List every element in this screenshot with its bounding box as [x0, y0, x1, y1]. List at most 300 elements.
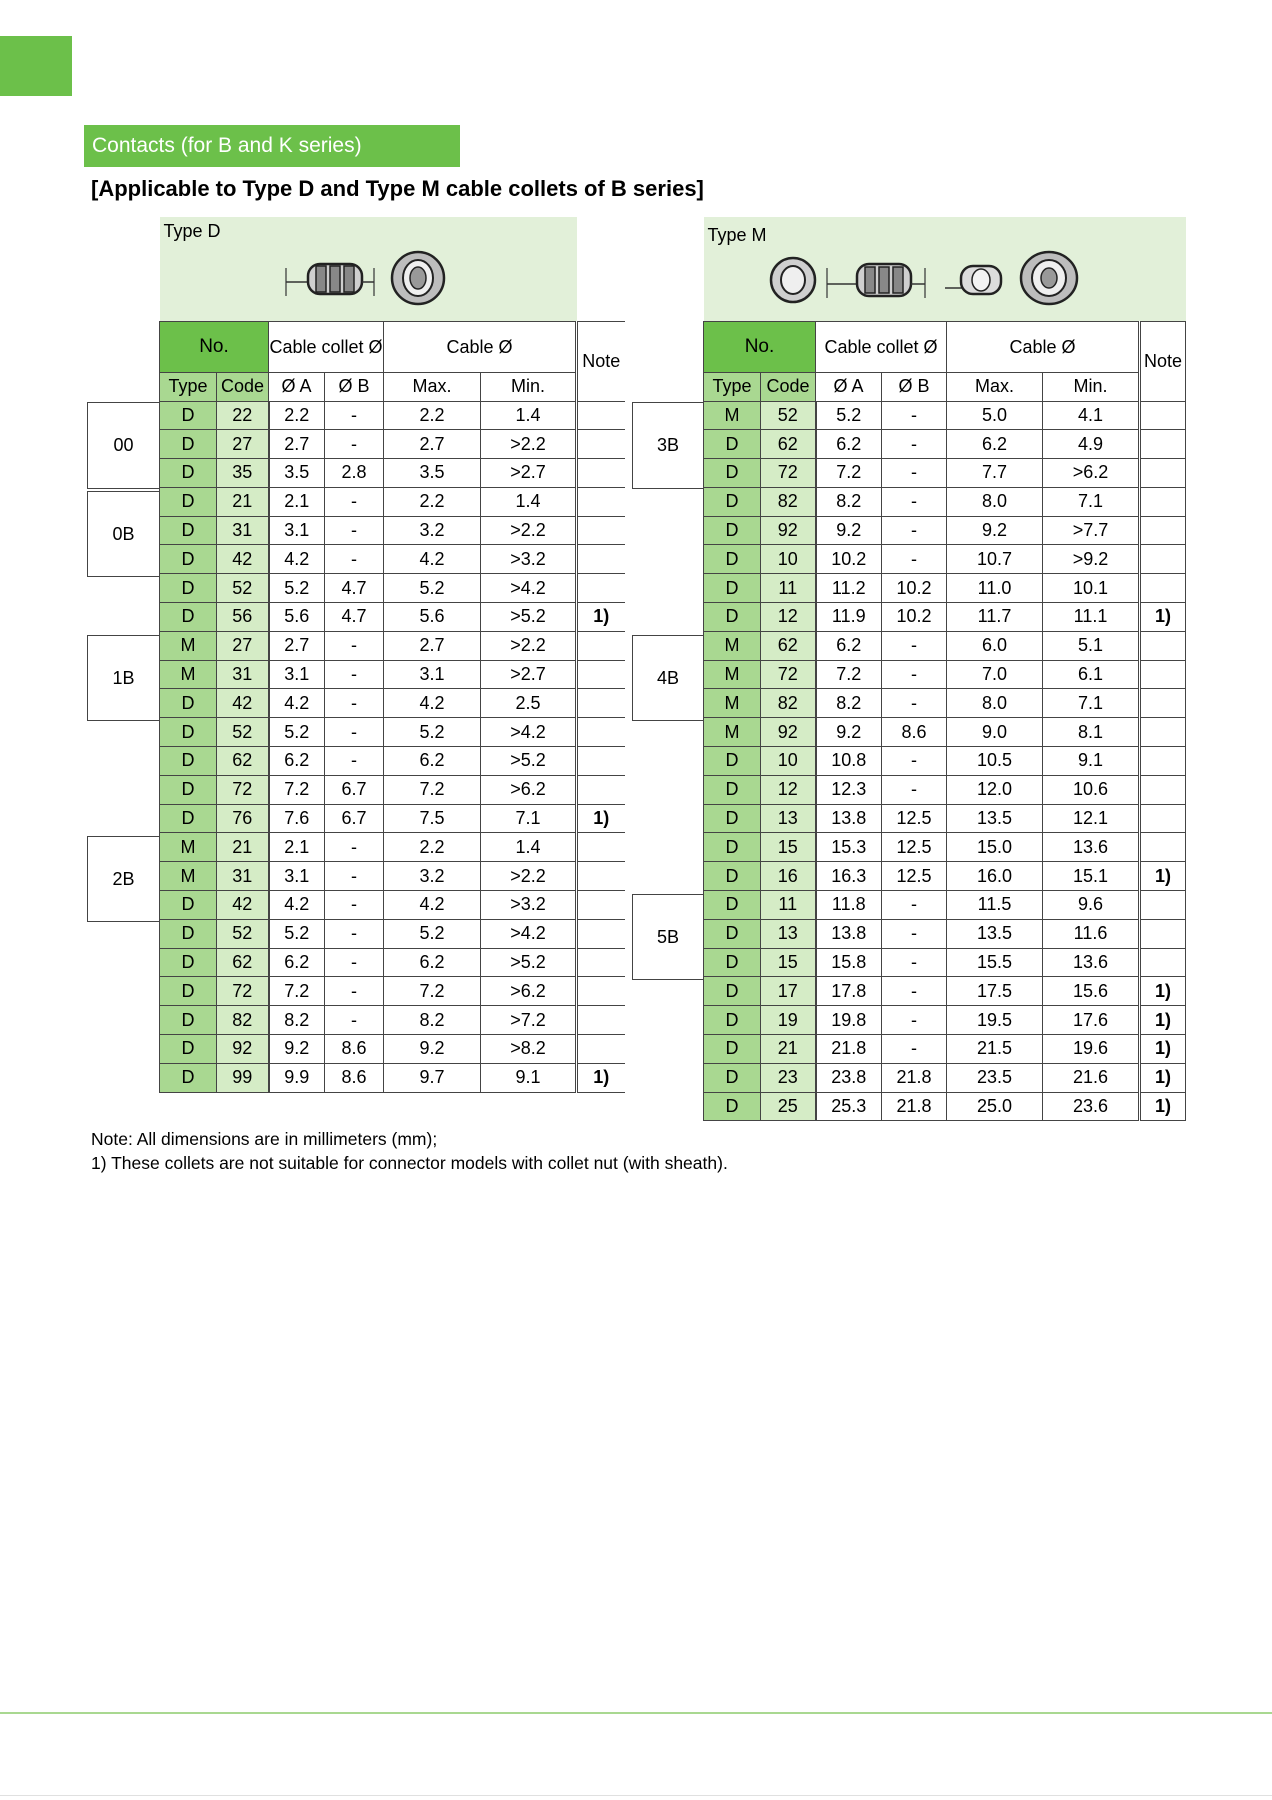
cell-max: 5.6: [384, 603, 481, 632]
cell-type: D: [160, 1006, 217, 1035]
table-row: [160, 574, 625, 603]
type-m-rows: [704, 401, 1186, 1121]
cell-note: [577, 862, 625, 891]
cell-note: [577, 401, 625, 430]
cell-max: 9.2: [384, 1035, 481, 1064]
cell-code: 52: [217, 919, 269, 948]
size-group-3b: 3B: [632, 402, 703, 489]
cell-dia-a: 13.8: [816, 919, 882, 948]
cell-type: D: [704, 603, 761, 632]
cell-dia-b: 21.8: [882, 1063, 947, 1092]
cell-dia-a: 7.2: [269, 977, 325, 1006]
cell-dia-a: 4.2: [269, 689, 325, 718]
cell-code: 92: [761, 718, 816, 747]
cell-dia-a: 3.1: [269, 862, 325, 891]
code-header: Code: [761, 372, 816, 401]
cell-min: 9.1: [1043, 747, 1140, 776]
cell-note: [1140, 804, 1186, 833]
cell-dia-b: -: [325, 977, 384, 1006]
cell-dia-b: -: [882, 747, 947, 776]
cell-type: D: [160, 775, 217, 804]
cell-dia-b: 12.5: [882, 862, 947, 891]
cell-min: 6.1: [1043, 660, 1140, 689]
cell-min: 17.6: [1043, 1006, 1140, 1035]
type-m-banner: [704, 217, 1186, 321]
cell-min: >5.2: [481, 747, 577, 776]
cell-min: 15.6: [1043, 977, 1140, 1006]
cell-min: 7.1: [1043, 487, 1140, 516]
cell-note: [577, 1035, 625, 1064]
cell-max: 9.7: [384, 1063, 481, 1092]
cell-dia-b: 10.2: [882, 574, 947, 603]
cell-dia-a: 9.2: [816, 516, 882, 545]
table-row: [704, 775, 1186, 804]
cell-dia-b: -: [882, 1035, 947, 1064]
cell-type: D: [160, 718, 217, 747]
cell-dia-a: 3.1: [269, 516, 325, 545]
cable-collet-header: Cable collet Ø: [816, 321, 947, 372]
cell-type: D: [160, 804, 217, 833]
cell-code: 99: [217, 1063, 269, 1092]
cell-code: 52: [217, 718, 269, 747]
cell-note: 1): [1140, 1006, 1186, 1035]
cell-min: >7.7: [1043, 516, 1140, 545]
table-row: [704, 1063, 1186, 1092]
cable-header: Cable Ø: [384, 321, 577, 372]
cell-max: 15.5: [947, 948, 1043, 977]
cell-code: 31: [217, 660, 269, 689]
cell-max: 5.2: [384, 718, 481, 747]
cell-dia-b: 6.7: [325, 775, 384, 804]
cell-type: M: [160, 862, 217, 891]
table-row: [704, 718, 1186, 747]
table-row: [704, 977, 1186, 1006]
cell-type: M: [160, 833, 217, 862]
cell-min: >2.2: [481, 631, 577, 660]
cell-dia-a: 8.2: [269, 1006, 325, 1035]
cell-code: 17: [761, 977, 816, 1006]
cell-min: >4.2: [481, 718, 577, 747]
cell-type: D: [160, 1063, 217, 1092]
cell-code: 82: [761, 689, 816, 718]
cell-dia-b: -: [325, 747, 384, 776]
table-row: [704, 631, 1186, 660]
cell-note: [577, 459, 625, 488]
cell-note: [1140, 775, 1186, 804]
table-row: [160, 545, 625, 574]
footer-edge: [0, 1795, 1272, 1796]
cell-max: 6.2: [384, 747, 481, 776]
cell-min: 15.1: [1043, 862, 1140, 891]
cell-dia-a: 2.2: [269, 401, 325, 430]
cell-type: D: [160, 430, 217, 459]
cell-type: D: [704, 747, 761, 776]
cell-max: 6.2: [947, 430, 1043, 459]
cell-note: [577, 574, 625, 603]
cell-dia-a: 5.2: [269, 574, 325, 603]
dia-a-header: Ø A: [816, 372, 882, 401]
cell-code: 16: [761, 862, 816, 891]
cell-dia-b: 8.6: [325, 1035, 384, 1064]
cell-dia-b: -: [882, 977, 947, 1006]
cell-type: D: [160, 401, 217, 430]
table-row: [160, 747, 625, 776]
cell-code: 72: [217, 775, 269, 804]
cell-dia-a: 7.2: [816, 660, 882, 689]
cell-min: 13.6: [1043, 833, 1140, 862]
cell-type: D: [704, 1063, 761, 1092]
cell-note: [1140, 401, 1186, 430]
cell-note: [577, 977, 625, 1006]
size-group-1b: 1B: [87, 635, 159, 721]
dia-b-header: Ø B: [325, 372, 384, 401]
table-row: [704, 574, 1186, 603]
cell-type: D: [704, 1006, 761, 1035]
table-row: [704, 516, 1186, 545]
cell-min: >4.2: [481, 919, 577, 948]
cell-max: 4.2: [384, 689, 481, 718]
cell-dia-a: 11.8: [816, 891, 882, 920]
cell-note: [577, 948, 625, 977]
cell-code: 72: [761, 660, 816, 689]
type-m-label: Type M: [707, 225, 767, 245]
cell-min: 10.1: [1043, 574, 1140, 603]
table-row: [160, 430, 625, 459]
cell-code: 92: [217, 1035, 269, 1064]
cell-min: 11.1: [1043, 603, 1140, 632]
cell-max: 9.2: [947, 516, 1043, 545]
type-header: Type: [160, 372, 217, 401]
cell-dia-a: 19.8: [816, 1006, 882, 1035]
cell-min: >2.2: [481, 516, 577, 545]
cell-type: D: [160, 603, 217, 632]
cell-max: 8.0: [947, 689, 1043, 718]
cell-dia-a: 2.7: [269, 631, 325, 660]
cell-max: 6.0: [947, 631, 1043, 660]
cell-dia-a: 6.2: [816, 631, 882, 660]
table-row: [160, 689, 625, 718]
table-row: [704, 948, 1186, 977]
cell-max: 16.0: [947, 862, 1043, 891]
cell-type: M: [704, 631, 761, 660]
cell-code: 62: [761, 631, 816, 660]
cell-max: 5.0: [947, 401, 1043, 430]
cell-dia-a: 3.5: [269, 459, 325, 488]
cell-type: D: [704, 574, 761, 603]
cell-min: 1.4: [481, 401, 577, 430]
cell-dia-b: -: [325, 430, 384, 459]
cell-dia-b: 10.2: [882, 603, 947, 632]
cell-code: 31: [217, 516, 269, 545]
cell-note: [577, 718, 625, 747]
cell-code: 62: [217, 948, 269, 977]
cell-dia-b: -: [325, 919, 384, 948]
cell-code: 12: [761, 775, 816, 804]
cell-type: D: [704, 430, 761, 459]
cell-min: 21.6: [1043, 1063, 1140, 1092]
cell-type: M: [704, 689, 761, 718]
cell-code: 25: [761, 1092, 816, 1121]
table-row: [160, 775, 625, 804]
table-row: [160, 1035, 625, 1064]
cell-dia-b: -: [325, 833, 384, 862]
cell-dia-a: 8.2: [816, 487, 882, 516]
cell-dia-a: 4.2: [269, 891, 325, 920]
cell-type: D: [704, 977, 761, 1006]
cell-code: 72: [761, 459, 816, 488]
table-row: [160, 631, 625, 660]
cell-type: D: [160, 977, 217, 1006]
cell-dia-a: 2.1: [269, 487, 325, 516]
cell-min: >5.2: [481, 948, 577, 977]
cell-note: [1140, 516, 1186, 545]
cell-code: 21: [761, 1035, 816, 1064]
cell-dia-b: -: [882, 516, 947, 545]
table-row: [704, 1006, 1186, 1035]
cell-min: >2.7: [481, 660, 577, 689]
cell-dia-b: -: [882, 401, 947, 430]
cell-dia-a: 6.2: [816, 430, 882, 459]
footer-divider: [0, 1712, 1272, 1714]
cell-dia-a: 10.2: [816, 545, 882, 574]
cell-max: 7.2: [384, 977, 481, 1006]
cell-type: D: [160, 919, 217, 948]
cell-dia-a: 5.2: [269, 919, 325, 948]
cell-note: [1140, 430, 1186, 459]
table-row: [160, 862, 625, 891]
cell-dia-b: 8.6: [882, 718, 947, 747]
cell-max: 3.5: [384, 459, 481, 488]
table-row: [704, 689, 1186, 718]
cell-max: 6.2: [384, 948, 481, 977]
cell-max: 7.5: [384, 804, 481, 833]
cell-min: >4.2: [481, 574, 577, 603]
cell-dia-b: -: [325, 718, 384, 747]
cell-note: [1140, 747, 1186, 776]
cell-dia-b: -: [325, 631, 384, 660]
table-row: [704, 545, 1186, 574]
cell-type: M: [704, 660, 761, 689]
cell-note: 1): [1140, 977, 1186, 1006]
cell-min: 7.1: [1043, 689, 1140, 718]
cell-dia-a: 7.6: [269, 804, 325, 833]
cell-code: 12: [761, 603, 816, 632]
cell-dia-b: -: [882, 919, 947, 948]
size-group-0b: 0B: [87, 491, 159, 577]
cell-dia-a: 17.8: [816, 977, 882, 1006]
cell-min: 1.4: [481, 487, 577, 516]
cell-dia-b: -: [325, 689, 384, 718]
cell-dia-a: 11.9: [816, 603, 882, 632]
page-subtitle: [Applicable to Type D and Type M cable collets of B series]: [91, 176, 704, 201]
type-m-table: [703, 217, 1186, 1121]
collet-footnote: 1) These collets are not suitable for connector models with collet nut (with sheath).: [91, 1153, 728, 1173]
cell-code: 21: [217, 833, 269, 862]
cell-type: M: [704, 401, 761, 430]
cell-max: 10.7: [947, 545, 1043, 574]
cell-dia-a: 13.8: [816, 804, 882, 833]
cell-code: 62: [217, 747, 269, 776]
cell-type: D: [704, 948, 761, 977]
table-row: [704, 459, 1186, 488]
cell-note: 1): [577, 804, 625, 833]
cell-type: D: [704, 775, 761, 804]
cell-min: 9.6: [1043, 891, 1140, 920]
cell-dia-a: 6.2: [269, 747, 325, 776]
cell-max: 12.0: [947, 775, 1043, 804]
cell-note: [577, 919, 625, 948]
cell-note: [1140, 631, 1186, 660]
cell-dia-b: 21.8: [882, 1092, 947, 1121]
cell-dia-a: 5.2: [269, 718, 325, 747]
cell-code: 10: [761, 747, 816, 776]
table-row: [704, 862, 1186, 891]
cell-max: 7.7: [947, 459, 1043, 488]
table-row: [704, 1035, 1186, 1064]
collet-m-illustration: [704, 250, 1186, 311]
cell-max: 25.0: [947, 1092, 1043, 1121]
cell-max: 3.1: [384, 660, 481, 689]
cell-min: 9.1: [481, 1063, 577, 1092]
dia-b-header: Ø B: [882, 372, 947, 401]
cell-max: 19.5: [947, 1006, 1043, 1035]
cell-dia-b: 4.7: [325, 603, 384, 632]
cell-note: [577, 833, 625, 862]
size-group-00: 00: [87, 402, 159, 489]
type-d-table: [159, 217, 625, 1093]
cell-type: D: [160, 948, 217, 977]
cell-dia-a: 8.2: [816, 689, 882, 718]
cell-max: 23.5: [947, 1063, 1043, 1092]
cell-dia-b: 2.8: [325, 459, 384, 488]
cell-dia-b: -: [882, 1006, 947, 1035]
cell-type: D: [704, 1035, 761, 1064]
cell-note: 1): [1140, 1063, 1186, 1092]
table-row: [160, 718, 625, 747]
cell-note: [577, 631, 625, 660]
cell-dia-a: 6.2: [269, 948, 325, 977]
cell-min: 11.6: [1043, 919, 1140, 948]
table-row: [160, 804, 625, 833]
note-header: Note: [577, 321, 625, 401]
cell-type: D: [160, 891, 217, 920]
cell-type: D: [704, 833, 761, 862]
cell-code: 42: [217, 891, 269, 920]
cell-note: 1): [577, 1063, 625, 1092]
cell-code: 23: [761, 1063, 816, 1092]
table-row: [704, 1092, 1186, 1121]
table-row: [160, 977, 625, 1006]
cell-max: 4.2: [384, 891, 481, 920]
cell-min: 19.6: [1043, 1035, 1140, 1064]
cell-note: [577, 747, 625, 776]
cell-min: 4.1: [1043, 401, 1140, 430]
cell-dia-a: 7.2: [816, 459, 882, 488]
cell-type: D: [160, 487, 217, 516]
cell-max: 11.7: [947, 603, 1043, 632]
cell-max: 13.5: [947, 804, 1043, 833]
cell-max: 11.0: [947, 574, 1043, 603]
table-row: [160, 891, 625, 920]
table-row: [704, 401, 1186, 430]
cell-dia-b: -: [882, 689, 947, 718]
cell-min: >2.2: [481, 862, 577, 891]
cell-dia-b: -: [882, 891, 947, 920]
cell-note: [1140, 919, 1186, 948]
cell-dia-b: -: [325, 660, 384, 689]
cell-code: 72: [217, 977, 269, 1006]
cell-max: 10.5: [947, 747, 1043, 776]
section-title: Contacts (for B and K series): [84, 125, 460, 167]
cell-min: 4.9: [1043, 430, 1140, 459]
cell-note: [577, 660, 625, 689]
cell-code: 82: [761, 487, 816, 516]
cell-dia-b: -: [882, 660, 947, 689]
cell-note: [577, 891, 625, 920]
table-row: [160, 1006, 625, 1035]
size-group-2b: 2B: [87, 836, 159, 922]
cell-min: >6.2: [481, 977, 577, 1006]
table-row: [704, 487, 1186, 516]
brand-corner-block: [0, 36, 72, 96]
cell-code: 21: [217, 487, 269, 516]
cell-code: 11: [761, 891, 816, 920]
cell-code: 56: [217, 603, 269, 632]
cell-type: D: [704, 545, 761, 574]
cell-dia-b: -: [882, 487, 947, 516]
cell-code: 42: [217, 689, 269, 718]
cell-type: D: [704, 516, 761, 545]
cell-note: 1): [1140, 1092, 1186, 1121]
cell-dia-a: 15.8: [816, 948, 882, 977]
cell-max: 8.2: [384, 1006, 481, 1035]
cell-code: 11: [761, 574, 816, 603]
cell-note: [1140, 833, 1186, 862]
cell-note: [1140, 891, 1186, 920]
cell-dia-b: 4.7: [325, 574, 384, 603]
cell-min: >9.2: [1043, 545, 1140, 574]
cell-note: [1140, 545, 1186, 574]
type-d-rows: [160, 401, 625, 1092]
cell-max: 7.2: [384, 775, 481, 804]
cell-note: 1): [1140, 862, 1186, 891]
cell-type: D: [704, 487, 761, 516]
no-header: No.: [704, 321, 816, 372]
cell-type: D: [704, 862, 761, 891]
cell-max: 17.5: [947, 977, 1043, 1006]
table-row: [704, 919, 1186, 948]
cell-min: >5.2: [481, 603, 577, 632]
cell-code: 52: [217, 574, 269, 603]
cell-code: 13: [761, 804, 816, 833]
cell-dia-b: -: [325, 862, 384, 891]
cell-max: 15.0: [947, 833, 1043, 862]
cell-dia-a: 23.8: [816, 1063, 882, 1092]
cell-dia-b: -: [325, 401, 384, 430]
table-row: [160, 1063, 625, 1092]
size-group-4b: 4B: [632, 635, 703, 721]
cell-max: 8.0: [947, 487, 1043, 516]
table-row: [160, 919, 625, 948]
cell-note: [1140, 948, 1186, 977]
cell-min: 7.1: [481, 804, 577, 833]
table-row: [704, 804, 1186, 833]
cell-dia-a: 16.3: [816, 862, 882, 891]
cell-min: >6.2: [1043, 459, 1140, 488]
cell-code: 35: [217, 459, 269, 488]
cell-max: 21.5: [947, 1035, 1043, 1064]
cell-note: 1): [577, 603, 625, 632]
